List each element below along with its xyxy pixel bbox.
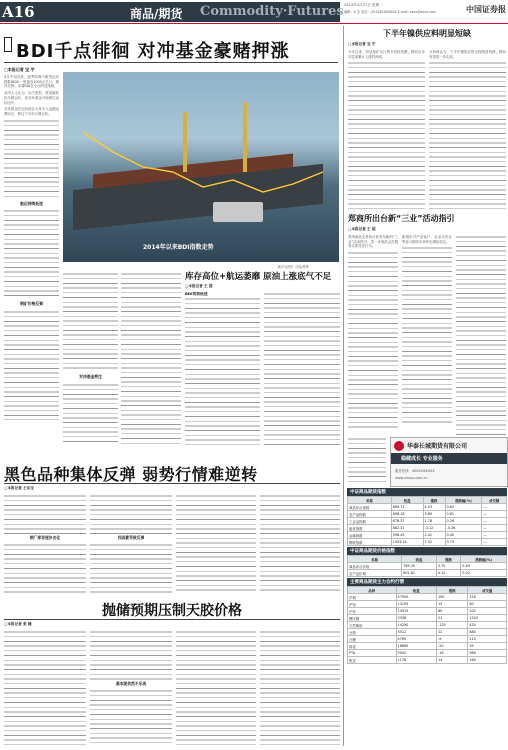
right-mid-column-1 (348, 235, 398, 435)
table-cell: 4.23 (423, 504, 445, 511)
table-cell: — (482, 511, 507, 518)
table-cell: 0.73 (445, 539, 482, 546)
table-cell: 3.75 (436, 563, 461, 570)
table-cell: 862.31 (391, 525, 423, 532)
table-header-cell: 涨跌 (423, 497, 445, 504)
sub-head: 钢厂库存逐步去化 (29, 535, 61, 540)
right-mid-byline: □本报记者 王 超 (348, 227, 376, 231)
date-line: 2014年4月21日 星期一 (344, 3, 383, 7)
filler-text (4, 310, 59, 420)
futures-table-block (347, 578, 507, 664)
table-cell: 765.29 (402, 563, 437, 570)
bottom-column-3 (176, 494, 256, 594)
section-title-en: Commodity·Futures (200, 4, 344, 19)
table-row (348, 629, 507, 636)
table-cell: 1176 (396, 657, 436, 664)
table-header-cell: 品种 (348, 587, 397, 594)
right-top-column-2 (429, 50, 506, 210)
futures-table (347, 586, 507, 664)
mid-headline: 库存高位+航运萎靡 原油上涨底气不足 (185, 272, 332, 282)
filler-text (348, 61, 425, 209)
table-row (348, 563, 507, 570)
table-header-cell: 收盘 (391, 497, 423, 504)
table-row (348, 601, 507, 608)
table-header-row (348, 556, 507, 563)
table-header-row (348, 497, 507, 504)
table-cell: -125 (436, 622, 467, 629)
bottom2-headline: 抛储预期压制天胶价格 (102, 603, 242, 619)
filler-text (4, 494, 86, 534)
table-header-cell: 涨跌幅(%) (461, 556, 507, 563)
main-headline: BDI千点徘徊 对冲基金豪赌押涨 (16, 41, 290, 62)
sub-head: 钢矿价格反弹 (20, 301, 43, 307)
table-cell: 0.52 (461, 570, 507, 577)
sub-head: 航运持续低迷 (20, 200, 43, 206)
table-cell: 豆粕 (348, 629, 397, 636)
table-cell: 14 (436, 657, 467, 664)
table-cell: -3.12 (423, 525, 445, 532)
mid-column-1 (185, 292, 260, 447)
table-cell: 1.78 (423, 518, 445, 525)
table-cell: 35 (468, 643, 507, 650)
table-row (348, 594, 507, 601)
filler-text (90, 630, 172, 680)
table-cell: 1003.24 (391, 539, 423, 546)
ad-web: www.xxxxx.com.cn (395, 476, 428, 480)
section-title-cn: 商品/期货 (130, 7, 183, 21)
table-cell: 天然橡胶 (348, 622, 397, 629)
table-row (348, 622, 507, 629)
advertisement (390, 437, 508, 487)
sub-head: 基本面依然不乐观 (115, 681, 147, 686)
photo-credit: 新华社图片 合成/张晖 (278, 265, 309, 269)
table-cell: 白糖 (348, 636, 397, 643)
right-mid-column-2 (402, 235, 452, 435)
table-header-cell: 涨跌 (436, 556, 461, 563)
table-cell: 2.41 (423, 532, 445, 539)
bottom-column-2 (90, 494, 172, 594)
paper-name: 中国证券报 (466, 4, 506, 14)
table-cell: 880 (468, 629, 507, 636)
table-cell: 14290 (396, 622, 436, 629)
index-table-block (347, 488, 507, 546)
table-cell: 4765 (396, 636, 436, 643)
table-cell: 钢铁指数 (348, 539, 392, 546)
bottom2-column-2 (90, 630, 172, 745)
mid-column-2 (264, 292, 340, 447)
ad-logo-icon (394, 441, 404, 451)
table-header-cell: 涨跌 (436, 587, 467, 594)
editor-line: 编辑：X 宝 电话：(010)XXXXXXXX E-mail: xxxx@xxxx.com (344, 10, 436, 14)
table-cell: 420 (468, 622, 507, 629)
filler-text (348, 251, 398, 431)
table-cell: 14915 (396, 608, 436, 615)
main-title-box (4, 37, 12, 52)
table-cell: — (482, 525, 507, 532)
table-cell: 0.81 (445, 511, 482, 518)
table-cell: 7.32 (423, 539, 445, 546)
table-cell: 商品综合指数 (348, 504, 392, 511)
right-top-byline: □本报记者 宝 宇 (348, 42, 376, 46)
table-cell: 318 (468, 594, 507, 601)
table-row (348, 511, 507, 518)
table-row (348, 657, 507, 664)
main-column-1 (4, 75, 59, 447)
table-header-cell: 涨跌幅(%) (445, 497, 482, 504)
table-cell: — (482, 504, 507, 511)
ad-logo-text: 华泰长城期货有限公司 (407, 443, 468, 450)
bottom2-column-3 (176, 630, 256, 745)
table-cell: 598.45 (391, 532, 423, 539)
table-cell: 螺纹钢 (348, 615, 397, 622)
right-mid-paragraph: 郑州商品交易所日前发布新的“三业”活动指引，进一步规范会员服务实体经济行为。 (348, 235, 398, 249)
table-cell: 5.60 (423, 511, 445, 518)
filler-text (90, 494, 172, 534)
filler-text (63, 272, 118, 372)
table-cell: 15 (436, 601, 467, 608)
right-top-column-1 (348, 50, 425, 210)
table-cell: 210 (468, 636, 507, 643)
main-title-rule (4, 62, 338, 63)
table-row (348, 643, 507, 650)
table-cell: 工业品指数 (348, 518, 392, 525)
table-cell: 678.37 (391, 518, 423, 525)
table-row (348, 504, 507, 511)
bottom2-column-1 (4, 630, 86, 745)
table-title: 主要商品期货主力合约行情 (347, 578, 507, 586)
sub-head: BDI或将低迷 (185, 292, 208, 296)
bottom-column-1 (4, 494, 86, 594)
table-title: 中证商品期货价格指数 (347, 547, 507, 555)
bottom2-rule (4, 619, 340, 620)
table-cell: 1520 (468, 615, 507, 622)
table-cell: 4.12 (436, 570, 461, 577)
right-top-headline: 下半年镍供应料明显短缺 (383, 29, 471, 38)
table-cell: 13195 (396, 601, 436, 608)
bottom2-column-4 (260, 630, 340, 745)
price-index-table (347, 555, 507, 577)
table-cell: 焦炭 (348, 657, 397, 664)
table-header-cell: 收盘 (402, 556, 437, 563)
index-table (347, 496, 507, 546)
table-cell: 980 (468, 650, 507, 657)
main-paragraph: 4月中旬以来，波罗的海干散货运价指数(BDI)一度逼近1000点关口，展开反弹。本周BDI在千点附近徘徊。 (4, 75, 59, 89)
photo-caption: 2014年以来BDI指数走势 (143, 244, 214, 251)
table-header-cell: 成交额 (482, 497, 507, 504)
right-mid-headline: 郑商所出台新“三业”活动指引 (348, 214, 455, 223)
page-number: A16 (2, 3, 35, 21)
bdi-trend-line (83, 132, 323, 192)
table-cell: 能化指数 (348, 525, 392, 532)
column-divider (343, 26, 344, 746)
table-row (348, 570, 507, 577)
table-cell: 60 (468, 601, 507, 608)
table-cell: 0.26 (445, 518, 482, 525)
table-cell: 102 (468, 608, 507, 615)
table-row (348, 525, 507, 532)
filler-text (63, 383, 118, 445)
table-row (348, 532, 507, 539)
table-header-row (348, 587, 507, 594)
table-cell: 80 (436, 608, 467, 615)
table-cell: 5542 (396, 650, 436, 657)
table-cell: 16860 (396, 643, 436, 650)
main-paragraph: 对冲基金在运价低位大举买入远期运费协议，押注下半年行情反转。 (4, 107, 59, 116)
table-cell: PTA (348, 650, 397, 657)
bottom-headline: 黑色品种集体反弹 弱势行情难逆转 (4, 465, 258, 484)
table-cell: 0.49 (461, 563, 507, 570)
filler-text (4, 543, 86, 593)
table-cell: 农产品价格 (348, 570, 402, 577)
bottom2-byline: □本报记者 张 楠 (4, 622, 32, 626)
filler-text (185, 297, 260, 445)
table-cell: 金属指数 (348, 532, 392, 539)
main-column-3 (121, 272, 181, 447)
main-title (4, 37, 334, 63)
table-cell: 农产品指数 (348, 511, 392, 518)
main-column-2 (63, 272, 118, 447)
bottom-rule (4, 483, 340, 484)
table-cell: 12 (436, 629, 467, 636)
main-byline: □本报记者 宝 宇 (4, 67, 35, 72)
sub-head: 对冲基金押注 (79, 374, 102, 379)
right-top-paragraph: 分析师认为，下半年镍供应将出现明显短缺，镍价有望进一步走高。 (429, 50, 506, 59)
price-index-table-block (347, 547, 507, 577)
bdi-trend-overlay (63, 72, 339, 262)
header-rule (0, 23, 508, 24)
table-cell: — (482, 539, 507, 546)
table-cell: 689.72 (391, 504, 423, 511)
table-cell: 商品综合价格 (348, 563, 402, 570)
right-mid-column-tail (348, 437, 386, 485)
table-row (348, 518, 507, 525)
table-cell: -0.36 (445, 525, 482, 532)
filler-text (4, 209, 59, 299)
table-cell: 21 (436, 615, 467, 622)
right-mid-column-3 (456, 235, 506, 435)
bottom-byline: □本报记者 王东宝 (4, 486, 34, 490)
table-row (348, 650, 507, 657)
main-photo (63, 72, 339, 262)
table-cell: 190 (436, 594, 467, 601)
right-mid-paragraph: 新指引对产业客户、农业合作社等参与期货市场作出细化规定。 (402, 235, 452, 244)
mid-byline: □本报记者 王 超 (185, 284, 213, 288)
main-paragraph: 业内人士认为，运力宽松、需求疲软仍压制运价，但对冲基金开始押注运价回升。 (4, 91, 59, 105)
table-cell: 沪铝 (348, 601, 397, 608)
filler-text (429, 61, 506, 210)
table-cell: 801.61 (402, 570, 437, 577)
table-cell: 3512 (396, 629, 436, 636)
table-cell: 沪锌 (348, 608, 397, 615)
table-row (348, 539, 507, 546)
table-cell: 3338 (396, 615, 436, 622)
table-cell: 0.40 (445, 532, 482, 539)
table-header-cell: 成交量 (468, 587, 507, 594)
filler-text (402, 246, 452, 426)
table-title: 中证商品期货指数 (347, 488, 507, 496)
right-top-paragraph: 今年以来，印尼原矿出口禁令持续发酵，镍价自年初以来累计上涨约两成。 (348, 50, 425, 59)
bottom-column-4 (260, 494, 340, 594)
table-row (348, 636, 507, 643)
filler-text (90, 689, 172, 744)
filler-text (90, 543, 172, 593)
table-cell: 47950 (396, 594, 436, 601)
table-header-cell: 名称 (348, 497, 392, 504)
table-cell: -20 (436, 643, 467, 650)
filler-text (4, 119, 59, 199)
table-header-cell: 名称 (348, 556, 402, 563)
ad-tagline: 稳健成长 专业服务 (401, 456, 443, 462)
sub-head: 四因素导致反弹 (117, 535, 145, 540)
table-cell: — (482, 532, 507, 539)
table-cell: -18 (436, 650, 467, 657)
ad-phone: 服务热线：400XXXXXXX (395, 469, 435, 473)
table-cell: — (482, 518, 507, 525)
table-cell: -9 (436, 636, 467, 643)
table-cell: 698.18 (391, 511, 423, 518)
table-header-cell: 收盘 (396, 587, 436, 594)
table-cell: 260 (468, 657, 507, 664)
table-row (348, 608, 507, 615)
table-cell: 0.62 (445, 504, 482, 511)
table-cell: 沪铜 (348, 594, 397, 601)
table-row (348, 615, 507, 622)
table-cell: 棉花 (348, 643, 397, 650)
